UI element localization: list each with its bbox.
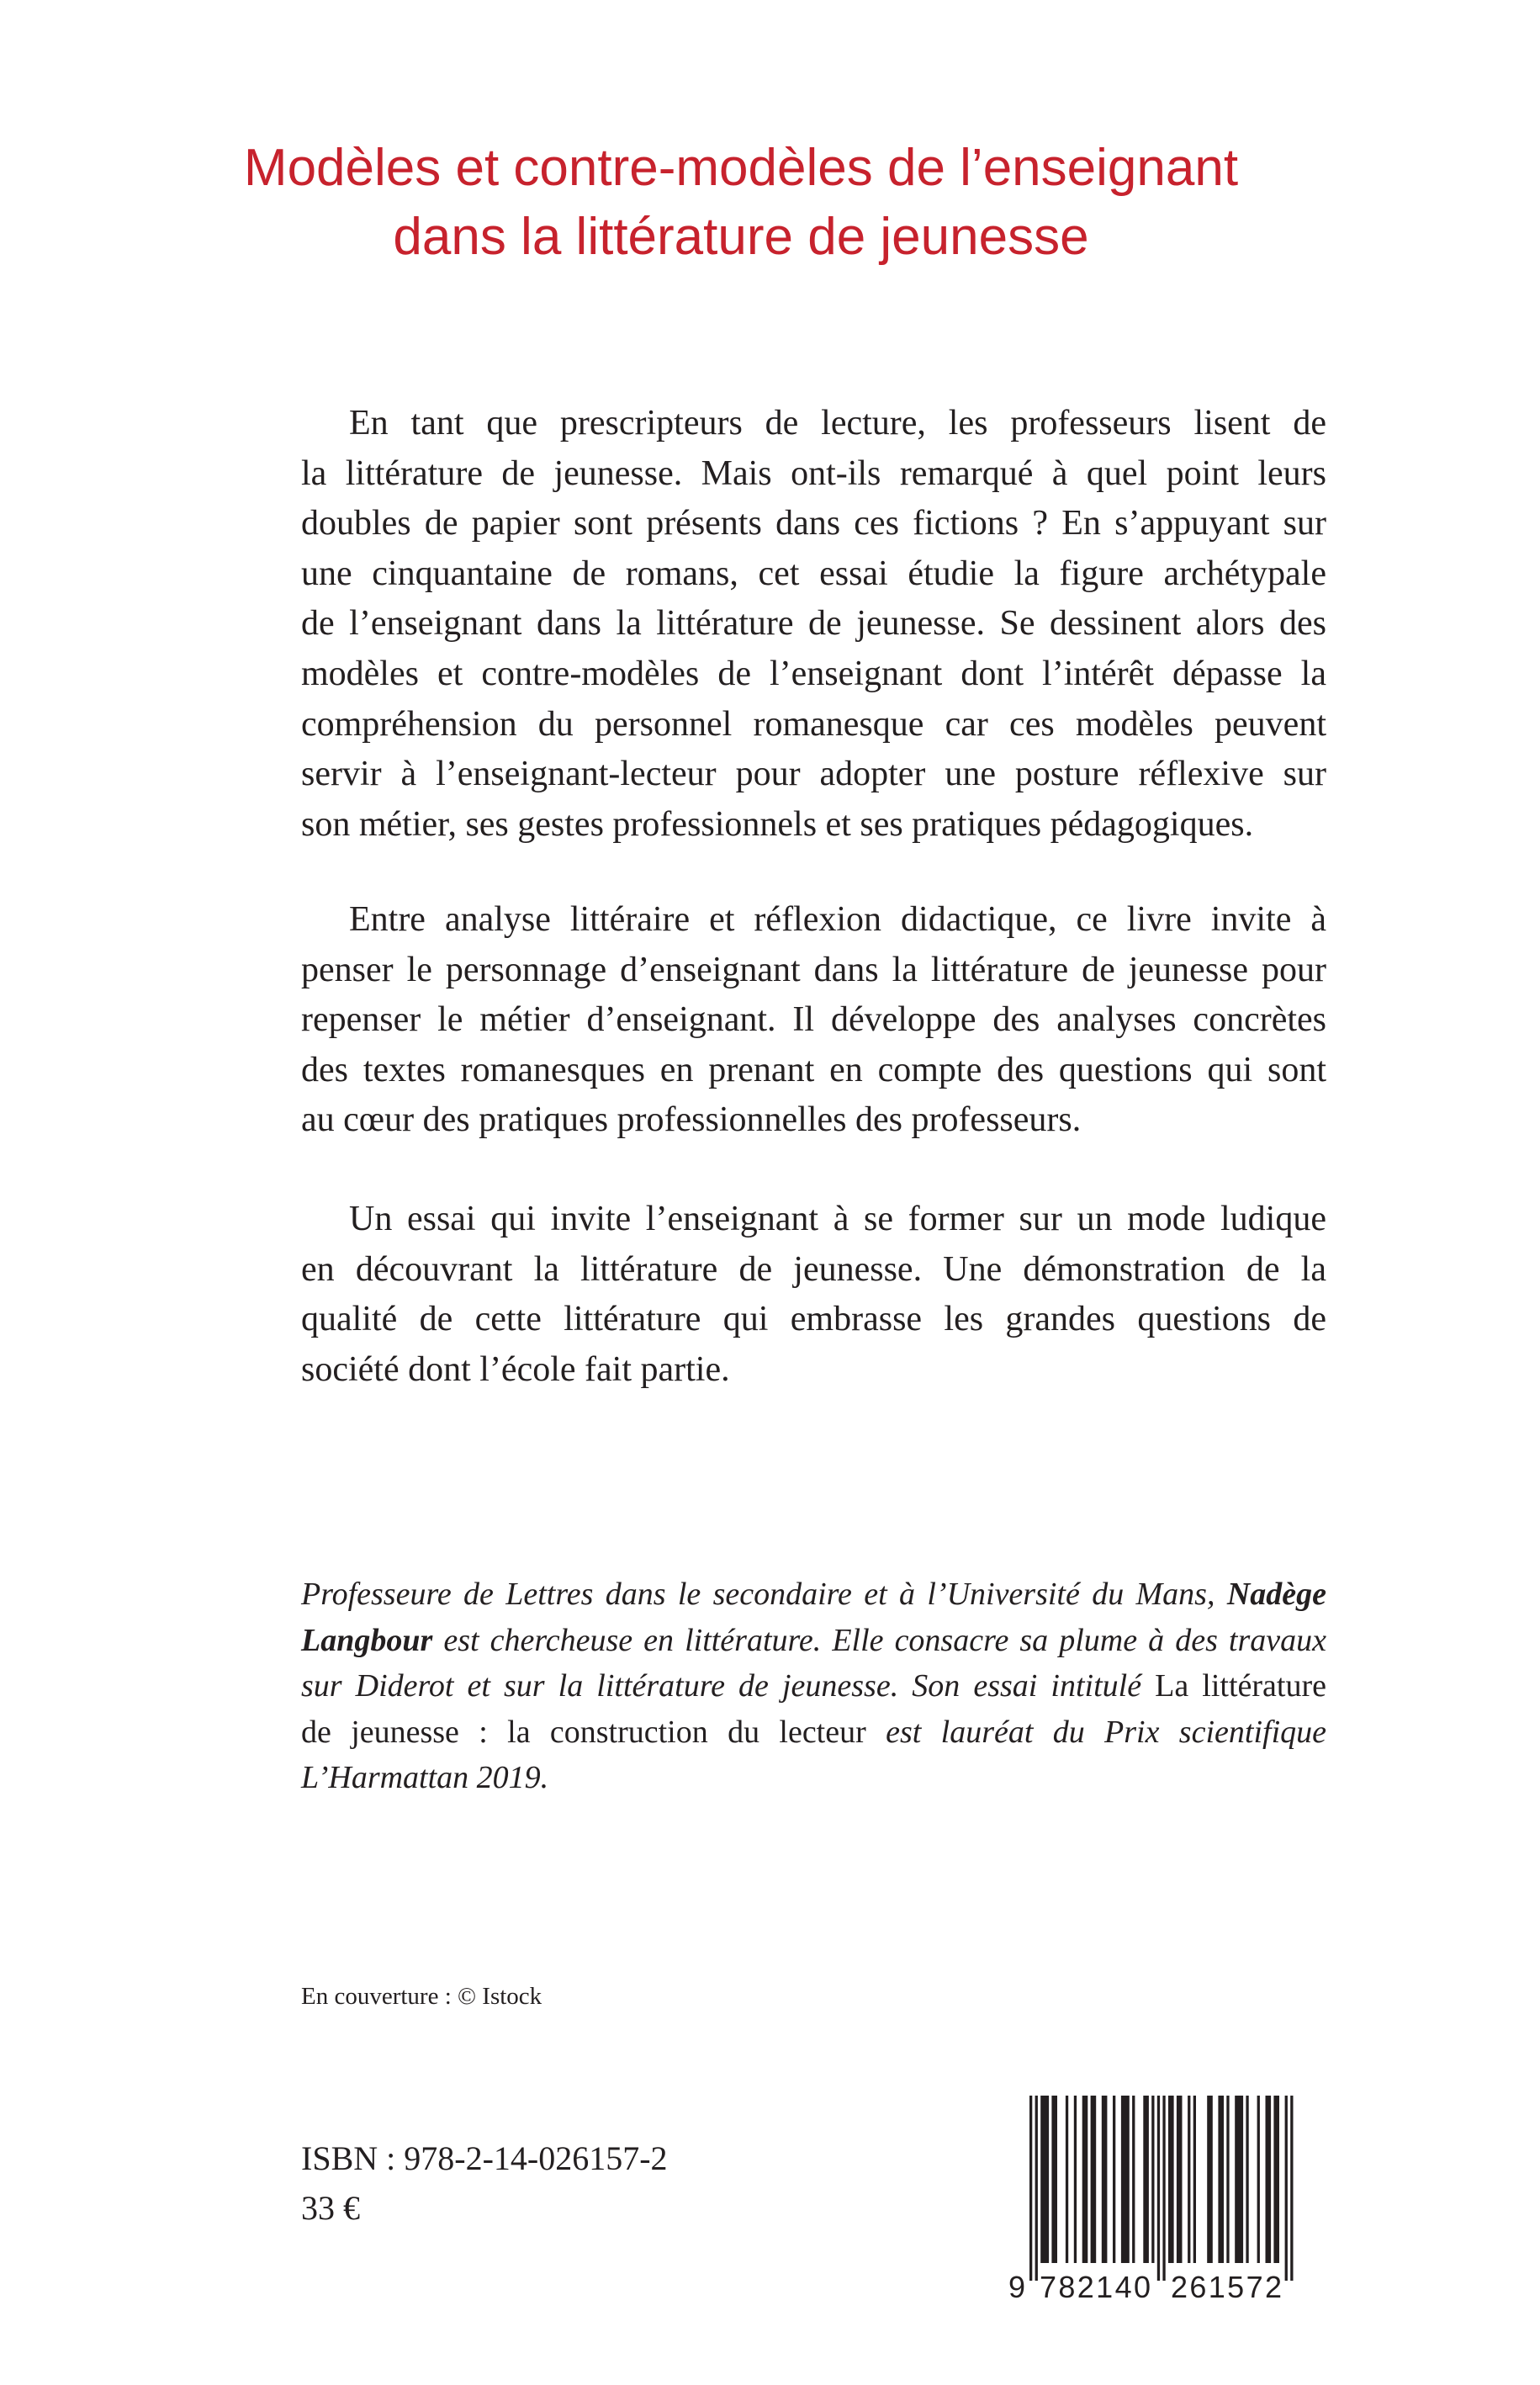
paragraph-2 bbox=[301, 895, 1326, 1146]
paragraph-3 bbox=[301, 1195, 1326, 1395]
book-reference: La littérature bbox=[1155, 1668, 1326, 1704]
body-line: une cinquantaine de romans, cet essai étudie la figure archétypale bbox=[301, 554, 1326, 593]
barcode-bar bbox=[1226, 2096, 1229, 2263]
author-name: Langbour bbox=[301, 1622, 433, 1658]
title-line: Modèles et contre-modèles de l’enseignant bbox=[243, 139, 1239, 197]
barcode-bar bbox=[1029, 2096, 1032, 2281]
barcode-bar bbox=[1246, 2096, 1248, 2263]
barcode-bar bbox=[1082, 2096, 1088, 2263]
body-line: société dont l’école fait partie. bbox=[301, 1349, 730, 1389]
bio-text: Professeure de Lettres dans le secondaire et à l’Université du Mans, bbox=[301, 1577, 1227, 1612]
barcode-leading-digit: 9 bbox=[1008, 2270, 1026, 2304]
body-line: des textes romanesques en prenant en compte des questions qui sont bbox=[301, 1050, 1326, 1089]
body-line: modèles et contre-modèles de l’enseignant dont l’intérêt dépasse la bbox=[301, 654, 1326, 693]
bio-line bbox=[301, 1571, 1326, 1618]
price: 33 € bbox=[301, 2189, 360, 2227]
barcode-bar bbox=[1143, 2096, 1149, 2263]
barcode-bar bbox=[1040, 2096, 1049, 2263]
barcode-bar bbox=[1207, 2096, 1213, 2263]
isbn: ISBN : 978-2-14-026157-2 bbox=[301, 2139, 668, 2177]
bio-line bbox=[301, 1755, 1326, 1801]
barcode-bar bbox=[1113, 2096, 1115, 2263]
author-bio bbox=[301, 1571, 1326, 1801]
body-line: au cœur des pratiques professionnelles des professeurs. bbox=[301, 1100, 1082, 1140]
body-line: son métier, ses gestes professionnels et ses pratiques pédagogiques. bbox=[301, 804, 1254, 844]
barcode-bar bbox=[1132, 2096, 1135, 2263]
barcode-bar bbox=[1218, 2096, 1224, 2263]
book-title bbox=[84, 134, 1398, 272]
barcode-bar bbox=[1235, 2096, 1243, 2263]
barcode-bar bbox=[1162, 2096, 1165, 2281]
bio-text: est chercheuse en littérature. Elle consacre sa plume à des travaux bbox=[432, 1622, 1326, 1658]
body-line: la littérature de jeunesse. Mais ont-ils remarqué à quel point leurs bbox=[301, 453, 1326, 493]
barcode bbox=[1005, 2091, 1308, 2305]
barcode-bar bbox=[1193, 2096, 1196, 2263]
cover-credit: En couverture : © Istock bbox=[301, 1983, 542, 2010]
barcode-bar bbox=[1266, 2096, 1272, 2263]
body-line: compréhension du personnel romanesque car ces modèles peuvent bbox=[301, 704, 1326, 744]
barcode-bar bbox=[1035, 2096, 1038, 2281]
barcode-bar bbox=[1066, 2096, 1068, 2263]
body-line: qualité de cette littérature qui embrasse les grandes questions de bbox=[301, 1300, 1326, 1339]
barcode-bar bbox=[1285, 2096, 1288, 2281]
barcode-bar bbox=[1290, 2096, 1293, 2281]
author-name: Nadège bbox=[1226, 1577, 1326, 1612]
barcode-bar bbox=[1177, 2096, 1183, 2263]
barcode-bar bbox=[1074, 2096, 1077, 2263]
barcode-bar bbox=[1091, 2096, 1097, 2263]
bio-text: sur Diderot et sur la littérature de jeunesse. Son essai intitulé bbox=[301, 1668, 1156, 1704]
paragraph-1 bbox=[301, 399, 1326, 850]
bio-text: L’Harmattan 2019. bbox=[301, 1760, 549, 1795]
barcode-bar bbox=[1151, 2096, 1154, 2263]
body-line: Un essai qui invite l’enseignant à se former sur un mode ludique bbox=[349, 1200, 1326, 1238]
barcode-bar bbox=[1168, 2096, 1174, 2263]
title-line: dans la littérature de jeunesse bbox=[393, 208, 1089, 266]
body-line: repenser le métier d’enseignant. Il développe des analyses concrètes bbox=[301, 1000, 1326, 1040]
bio-text: est lauréat du Prix scientifique bbox=[886, 1714, 1326, 1750]
body-line: servir à l’enseignant-lecteur pour adopter une posture réflexive sur bbox=[301, 755, 1326, 794]
body-line: de l’enseignant dans la littérature de jeunesse. Se dessinent alors des bbox=[301, 604, 1326, 644]
body-line: En tant que prescripteurs de lecture, les professeurs lisent de bbox=[349, 404, 1326, 443]
barcode-bar bbox=[1188, 2096, 1190, 2263]
barcode-bar bbox=[1257, 2096, 1260, 2263]
body-line: Entre analyse littéraire et réflexion didactique, ce livre invite à bbox=[349, 900, 1326, 939]
body-line: doubles de papier sont présents dans ces fictions ? En s’appuyant sur bbox=[301, 504, 1326, 543]
barcode-right-digits: 261572 bbox=[1171, 2270, 1282, 2304]
bio-line bbox=[301, 1663, 1326, 1709]
body-line: penser le personnage d’enseignant dans la littérature de jeunesse pour bbox=[301, 950, 1326, 989]
barcode-bar bbox=[1051, 2096, 1057, 2263]
book-reference: de jeunesse : la construction du lecteur bbox=[301, 1714, 886, 1750]
barcode-left-digits: 782140 bbox=[1040, 2270, 1151, 2304]
body-line: en découvrant la littérature de jeunesse. Une démonstration de la bbox=[301, 1249, 1326, 1289]
barcode-bar bbox=[1157, 2096, 1160, 2281]
barcode-bar bbox=[1121, 2096, 1130, 2263]
bio-line bbox=[301, 1618, 1326, 1664]
barcode-bar bbox=[1102, 2096, 1108, 2263]
barcode-bar bbox=[1273, 2096, 1279, 2263]
bio-line bbox=[301, 1709, 1326, 1756]
